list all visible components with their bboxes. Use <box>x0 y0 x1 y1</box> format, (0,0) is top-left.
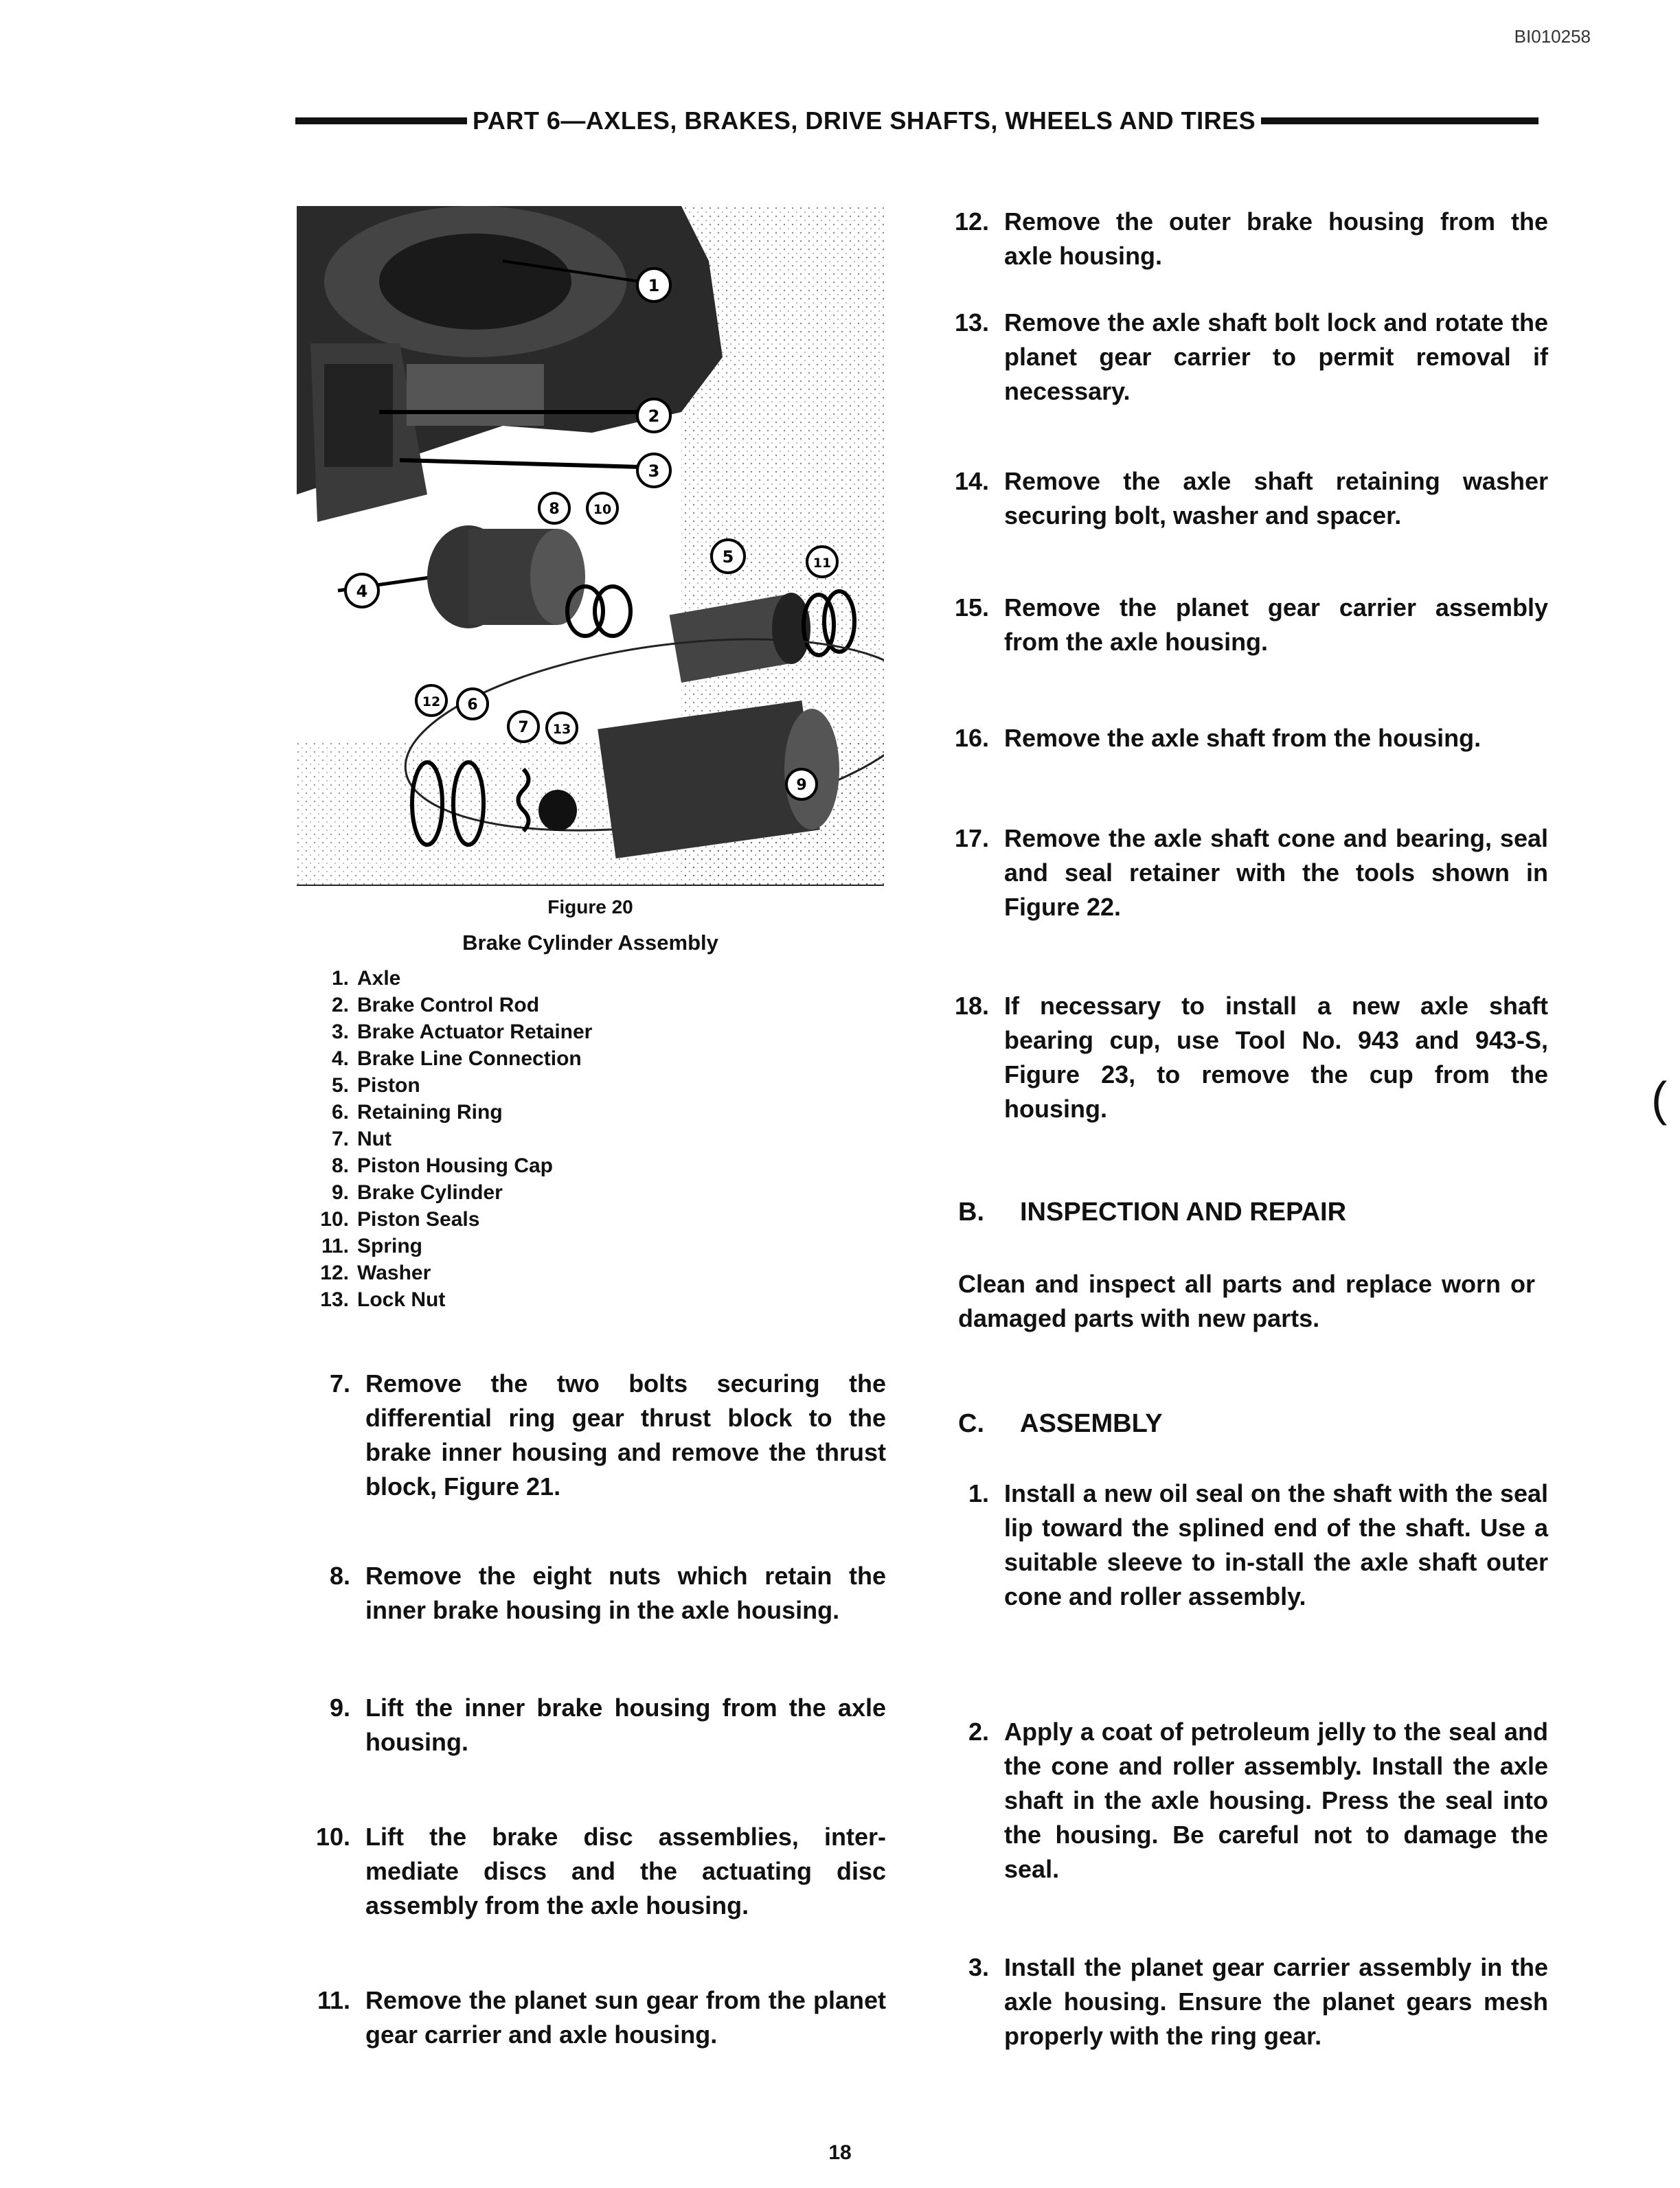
callout-13 <box>547 713 577 743</box>
callout-5 <box>712 540 745 573</box>
header-rule-right <box>1261 117 1539 124</box>
section-c-heading: C. ASSEMBLY <box>958 1409 1163 1438</box>
legend-item: 8. Piston Housing Cap <box>331 1154 553 1177</box>
step-item: 7. Remove the two bolts securing the differential ring gear thrust block to the brake inner housing and remove the thrust block, Figure 21. <box>329 1369 886 1501</box>
legend-item: 3. Brake Actuator Retainer <box>331 1021 593 1043</box>
brake-cylinder-figure <box>297 206 884 886</box>
figure-caption: Brake Cylinder Assembly <box>462 931 718 955</box>
legend-item: 1. Axle <box>331 967 401 990</box>
brake-cylinder-illustration <box>297 206 884 885</box>
step-item: 2. Apply a coat of petroleum jelly to the seal and the cone and roller assembly. Install the axle shaft in the axle housing. Press the seal into the housing. Be careful not to damage the seal. <box>968 1718 1548 1883</box>
header-rule-left <box>295 117 467 124</box>
svg-text:2: 2 <box>648 407 660 426</box>
step-item: 12. Remove the outer brake housing from the axle housing. <box>954 207 1548 270</box>
step-item: 11. Remove the planet sun gear from the planet gear carrier and axle housing. <box>317 1986 886 2049</box>
legend-item: 13. Lock Nut <box>320 1288 446 1311</box>
page-header <box>295 103 1539 139</box>
callout-2 <box>637 399 670 432</box>
callout-1 <box>637 269 670 301</box>
callout-8 <box>539 493 569 523</box>
step-item: 15. Remove the planet gear carrier assembly from the axle housing. <box>954 593 1548 656</box>
step-item: 8. Remove the eight nuts which retain the inner brake housing in the axle housing. <box>329 1562 886 1624</box>
svg-text:6: 6 <box>467 696 478 714</box>
svg-text:5: 5 <box>722 547 734 567</box>
svg-text:3: 3 <box>648 461 660 481</box>
step-item: 16. Remove the axle shaft from the housing. <box>954 724 1482 752</box>
svg-text:12: 12 <box>422 694 441 709</box>
legend-item: 9. Brake Cylinder <box>331 1181 503 1204</box>
svg-text:7: 7 <box>518 719 529 736</box>
svg-text:10: 10 <box>593 502 612 517</box>
svg-text:8: 8 <box>549 501 560 518</box>
step-item: 3. Install the planet gear carrier assembly in the axle housing. Ensure the planet gears mesh properly with the ring gear. <box>968 1953 1548 2050</box>
header-title: PART 6—AXLES, BRAKES, DRIVE SHAFTS, WHEELS AND TIRES <box>473 106 1256 135</box>
step-item: 14. Remove the axle shaft retaining washer securing bolt, washer and spacer. <box>954 467 1548 529</box>
svg-text:1: 1 <box>648 276 660 295</box>
document-id: BI010258 <box>1514 26 1591 47</box>
svg-text:11: 11 <box>813 556 832 571</box>
callout-12 <box>416 685 446 716</box>
page-number: 18 <box>828 2141 852 2164</box>
step-item: 17. Remove the axle shaft cone and bearing, seal and seal retainer with the tools shown in Figure 22. <box>954 824 1548 921</box>
callout-6 <box>457 689 488 719</box>
svg-text:9: 9 <box>796 777 807 794</box>
legend-item: 11. Spring <box>321 1235 422 1257</box>
step-item: 10. Lift the brake disc assemblies, inter-mediate discs and the actuating disc assembly from the axle housing. <box>315 1823 886 1919</box>
legend-item: 5. Piston <box>331 1074 420 1097</box>
svg-text:13: 13 <box>552 722 571 737</box>
callout-3 <box>637 454 670 487</box>
legend-item: 7. Nut <box>331 1128 391 1150</box>
legend-item: 6. Retaining Ring <box>331 1101 503 1124</box>
callout-4 <box>345 574 378 607</box>
step-item: 1. Install a new oil seal on the shaft with the seal lip toward the splined end of the shaft. Use a suitable sleeve to in-stall the axle shaft outer cone and roller assembly. <box>968 1479 1548 1610</box>
step-item: 18. If necessary to install a new axle shaft bearing cup, use Tool No. 943 and 943-S, Figure 23, to remove the cup from the housing. <box>954 992 1548 1123</box>
legend-item: 2. Brake Control Rod <box>331 994 540 1016</box>
step-item: 13. Remove the axle shaft bolt lock and rotate the planet gear carrier to permit removal if necessary. <box>954 308 1548 405</box>
legend-item: 4. Brake Line Connection <box>331 1047 582 1070</box>
callout-7 <box>508 711 538 742</box>
margin-mark: ( <box>1651 1072 1668 1126</box>
legend-item: 12. Washer <box>320 1262 431 1284</box>
step-item: 9. Lift the inner brake housing from the axle housing. <box>329 1694 886 1756</box>
legend-item: 10. Piston Seals <box>320 1208 480 1231</box>
parts-legend <box>301 965 592 1313</box>
figure-label: Figure 20 <box>547 896 633 918</box>
callout-10 <box>587 493 617 523</box>
section-b-text: Clean and inspect all parts and replace worn or damaged parts with new parts. <box>958 1270 1535 1332</box>
callout-9 <box>786 769 817 799</box>
section-b-heading: B. INSPECTION AND REPAIR <box>958 1198 1347 1227</box>
callout-11 <box>807 547 837 577</box>
svg-text:4: 4 <box>356 582 368 601</box>
